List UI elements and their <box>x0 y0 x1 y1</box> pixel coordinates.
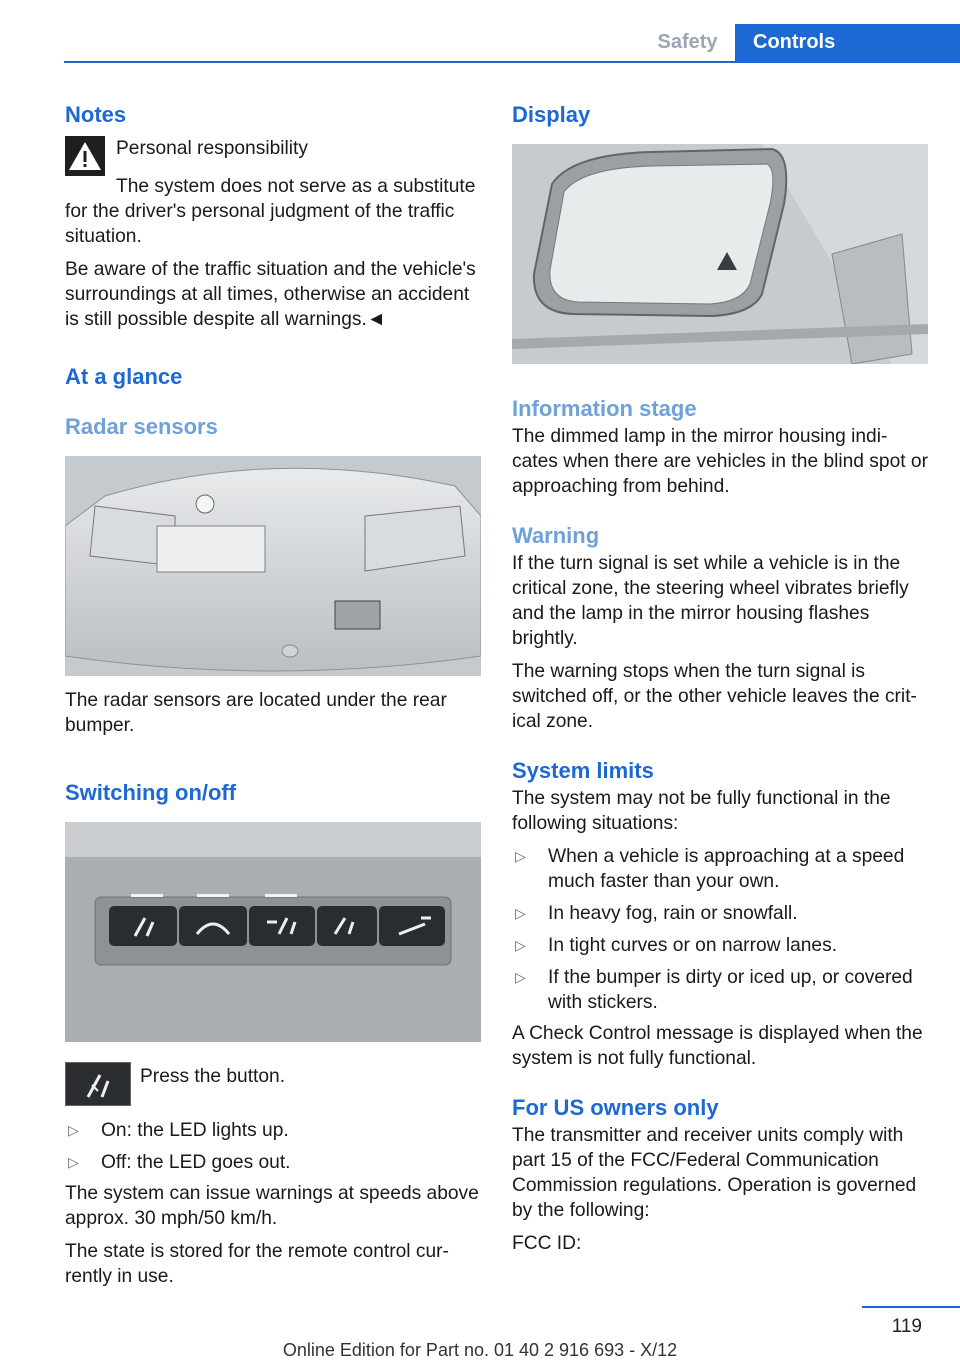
warning-stop-text: The warning stops when the turn signal is switched off, or the other vehicle leaves the crit-ical zone. <box>512 661 917 732</box>
button-panel-image <box>65 822 481 1042</box>
information-stage-heading: Information stage <box>512 396 697 421</box>
radar-sensor-text: The radar sensors are located under the rear bumper. <box>65 690 447 736</box>
list-item: ▷ Off: the LED goes out. <box>65 1150 481 1175</box>
bullet-triangle-icon: ▷ <box>515 905 526 921</box>
us-owners-heading: For US owners only <box>512 1095 719 1120</box>
system-limits-intro: The system may not be fully functional in the following situations: <box>512 788 891 834</box>
at-a-glance-heading: At a glance <box>65 364 183 389</box>
list-item: ▷ In tight curves or on narrow lanes. <box>512 933 928 958</box>
mirror-image <box>512 144 928 364</box>
bullet-triangle-icon: ▷ <box>68 1122 79 1138</box>
list-item: ▷ When a vehicle is approaching at a speed much faster than your own. <box>512 844 928 894</box>
radar-sensor-image <box>65 456 481 676</box>
header-rule <box>64 61 960 63</box>
warning-text-first: The system does not serve as a substitute <box>116 176 476 197</box>
state-text: The state is stored for the remote control cur-rently in use. <box>65 1241 449 1287</box>
bullet-triangle-icon: ▷ <box>515 848 526 864</box>
list-item: ▷ In heavy fog, rain or snowfall. <box>512 901 928 926</box>
warning-block-top <box>65 130 481 180</box>
press-button-text: Press the button. <box>140 1066 286 1087</box>
bullet-triangle-icon: ▷ <box>515 969 526 985</box>
list-item: ▷ If the bumper is dirty or iced up, or covered with stickers. <box>512 965 928 1015</box>
check-control-text: A Check Control message is displayed when the system is not fully functional. <box>512 1023 923 1069</box>
tab-controls[interactable]: Controls <box>735 24 960 61</box>
information-stage-text: The dimmed lamp in the mirror housing indi-cates when there are vehicles in the blind spot or approaching from behind. <box>512 426 928 497</box>
warning-text-rest: for the driver's personal judgment of the traffic situation. <box>65 201 455 247</box>
left-column <box>65 100 481 1289</box>
bullet-triangle-icon: ▷ <box>68 1154 79 1170</box>
warning-heading: Warning <box>512 523 600 548</box>
footer-rule <box>862 1306 960 1308</box>
warning-triangle-icon <box>65 136 105 176</box>
lane-change-warning-button-icon <box>65 1062 131 1106</box>
fcc-id: FCC ID: <box>512 1233 582 1254</box>
warning-title: Personal responsibility <box>116 138 308 159</box>
press-button-row <box>65 1060 481 1110</box>
right-column <box>512 100 928 1256</box>
warning-text-2: Be aware of the traffic situation and the vehicle's surroundings at all times, otherwise an accident is still possible despite all warnings.◄ <box>65 259 476 330</box>
us-owners-text: The transmitter and receiver units comply with part 15 of the FCC/Federal Communication Commission regulations. Operation is governed by the following: <box>512 1125 917 1221</box>
bullet-triangle-icon: ▷ <box>515 937 526 953</box>
system-limits-heading: System limits <box>512 758 654 783</box>
list-item: ▷ On: the LED lights up. <box>65 1118 481 1143</box>
tab-safety[interactable]: Safety <box>657 31 718 53</box>
warning-text: If the turn signal is set while a vehicle is in the critical zone, the steering wheel vibrates briefly and the lamp in the mirror housing flashes brightly. <box>512 553 909 649</box>
page-number: 119 <box>891 1316 922 1337</box>
footer-edition: Online Edition for Part no. 01 40 2 916 693 - X/12 <box>282 1340 678 1360</box>
switching-heading: Switching on/off <box>65 780 237 805</box>
speed-text: The system can issue warnings at speeds above approx. 30 mph/50 km/h. <box>65 1183 479 1229</box>
radar-sensors-heading: Radar sensors <box>65 414 218 439</box>
notes-heading: Notes <box>65 102 127 127</box>
display-heading: Display <box>512 102 591 127</box>
